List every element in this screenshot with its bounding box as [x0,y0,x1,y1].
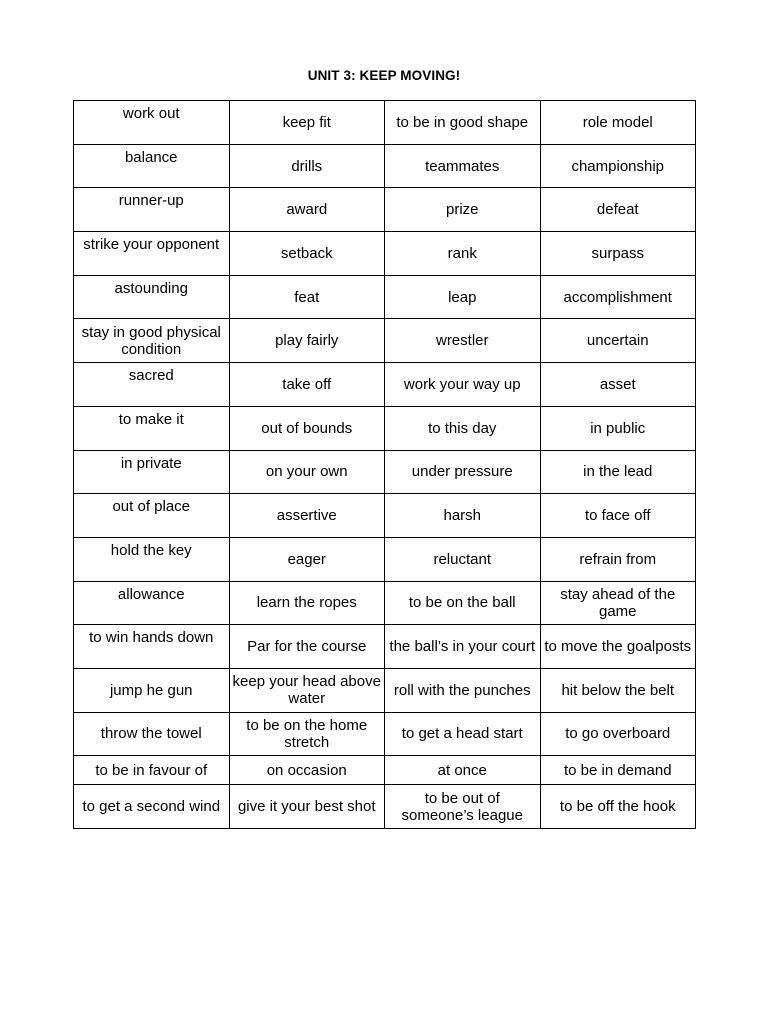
table-row [74,785,696,829]
table-row [74,712,696,756]
table-cell: to make it [74,406,230,450]
table-row [74,363,696,407]
table-cell: accomplishment [540,275,696,319]
table-cell: to be in favour of [74,756,230,785]
table-cell: work out [74,101,230,145]
table-cell: teammates [385,144,541,188]
table-row [74,625,696,669]
table-cell: balance [74,144,230,188]
table-cell: take off [229,363,385,407]
table-cell: rank [385,232,541,276]
table-cell: give it your best shot [229,785,385,829]
table-cell: stay in good physical condition [74,319,230,363]
table-cell: strike your opponent [74,232,230,276]
table-row [74,232,696,276]
table-cell: reluctant [385,537,541,581]
table-cell: to get a second wind [74,785,230,829]
table-cell: award [229,188,385,232]
table-cell: roll with the punches [385,668,541,712]
table-cell: harsh [385,494,541,538]
table-cell: jump he gun [74,668,230,712]
table-cell: prize [385,188,541,232]
table-cell: to be on the home stretch [229,712,385,756]
table-cell: keep fit [229,101,385,145]
table-cell: leap [385,275,541,319]
table-cell: to be on the ball [385,581,541,625]
table-cell: defeat [540,188,696,232]
table-row [74,319,696,363]
vocabulary-table [73,100,696,829]
table-cell: assertive [229,494,385,538]
table-cell: at once [385,756,541,785]
table-cell: refrain from [540,537,696,581]
table-cell: under pressure [385,450,541,494]
table-cell: work your way up [385,363,541,407]
table-cell: runner-up [74,188,230,232]
table-row [74,144,696,188]
table-cell: keep your head above water [229,668,385,712]
table-cell: feat [229,275,385,319]
table-row [74,406,696,450]
table-cell: in the lead [540,450,696,494]
table-cell: out of bounds [229,406,385,450]
table-cell: drills [229,144,385,188]
table-cell: play fairly [229,319,385,363]
table-cell: on occasion [229,756,385,785]
table-cell: to be in demand [540,756,696,785]
table-cell: to be off the hook [540,785,696,829]
table-cell: to this day [385,406,541,450]
table-row [74,756,696,785]
table-cell: learn the ropes [229,581,385,625]
table-cell: hold the key [74,537,230,581]
table-cell: sacred [74,363,230,407]
table-row [74,450,696,494]
table-cell: championship [540,144,696,188]
table-cell: asset [540,363,696,407]
table-cell: to win hands down [74,625,230,669]
table-cell: stay ahead of the game [540,581,696,625]
table-row [74,275,696,319]
table-cell: throw the towel [74,712,230,756]
table-cell: on your own [229,450,385,494]
table-cell: in private [74,450,230,494]
table-cell: to face off [540,494,696,538]
table-cell: eager [229,537,385,581]
table-cell: surpass [540,232,696,276]
table-cell: Par for the course [229,625,385,669]
table-row [74,494,696,538]
table-cell: hit below the belt [540,668,696,712]
table-row [74,668,696,712]
table-cell: to move the goalposts [540,625,696,669]
table-cell: in public [540,406,696,450]
page-title: UNIT 3: KEEP MOVING! [307,68,461,83]
table-cell: uncertain [540,319,696,363]
table-cell: to get a head start [385,712,541,756]
table-cell: to be out of someone’s league [385,785,541,829]
table-cell: astounding [74,275,230,319]
table-row [74,581,696,625]
table-cell: role model [540,101,696,145]
table-cell: to go overboard [540,712,696,756]
table-cell: to be in good shape [385,101,541,145]
table-cell: out of place [74,494,230,538]
table-cell: the ball’s in your court [385,625,541,669]
table-cell: allowance [74,581,230,625]
table-row [74,101,696,145]
table-cell: setback [229,232,385,276]
table-row [74,188,696,232]
table-row [74,537,696,581]
table-cell: wrestler [385,319,541,363]
